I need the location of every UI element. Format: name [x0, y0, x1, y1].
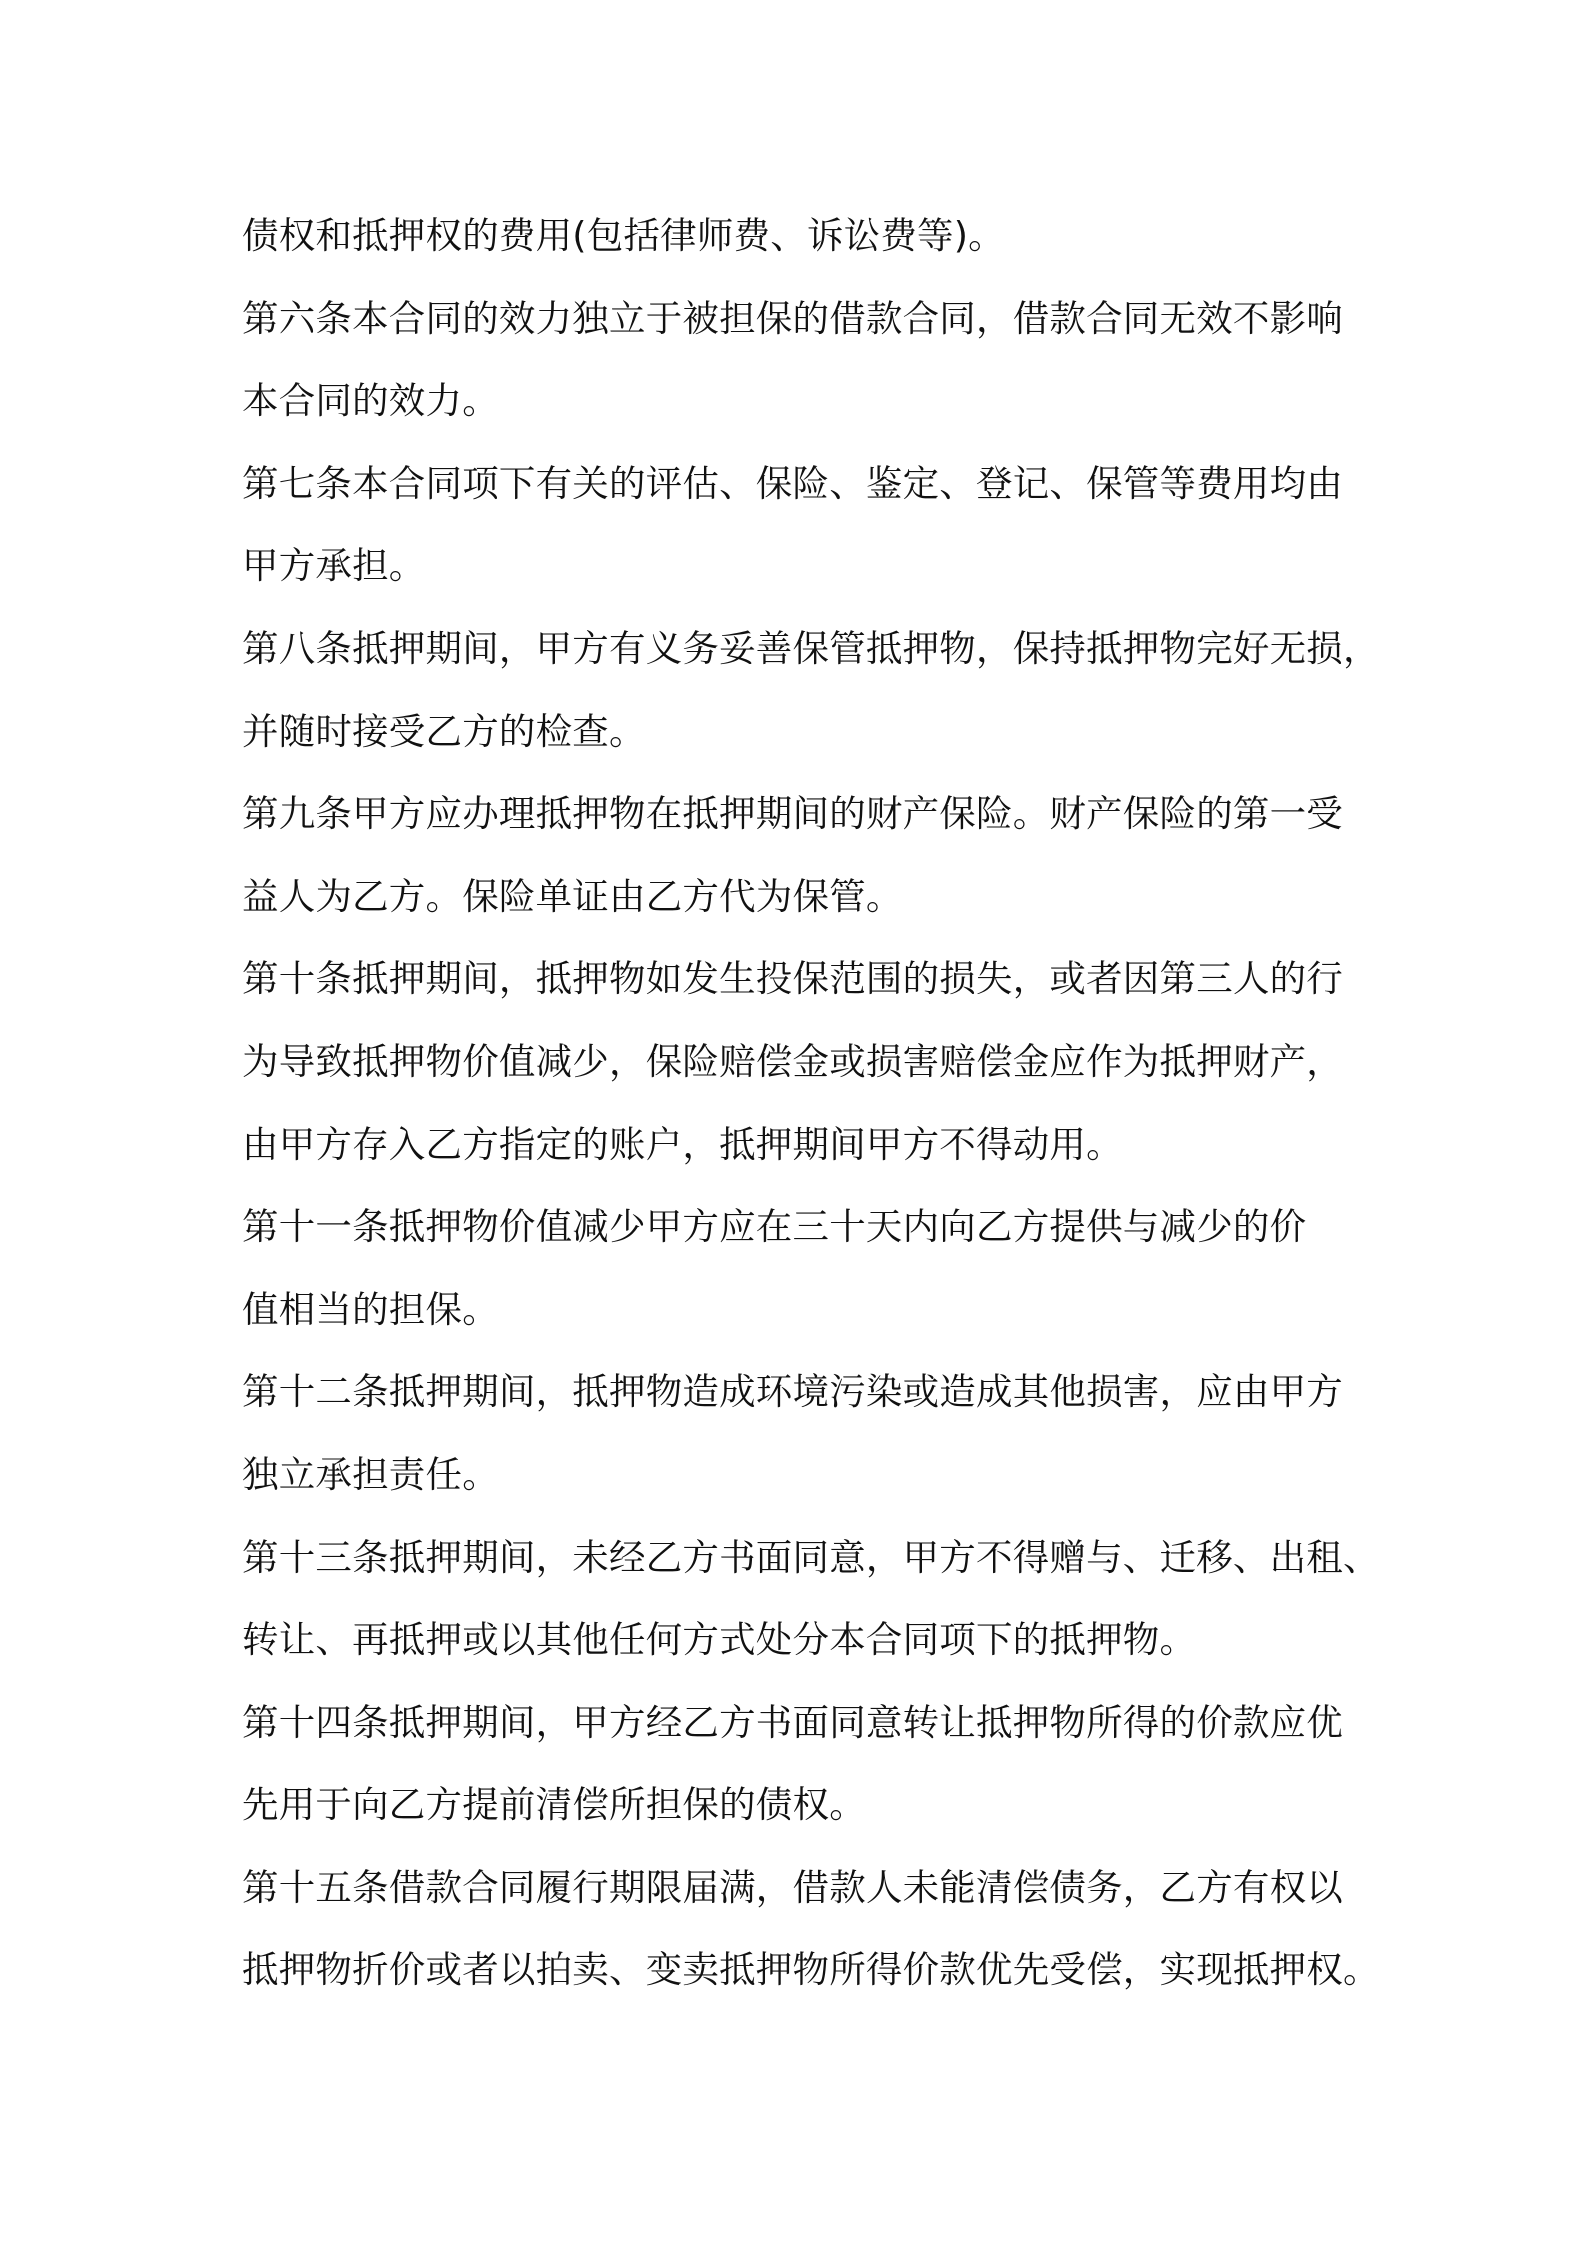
text-line: 第十条抵押期间，抵押物如发生投保范围的损失，或者因第三人的行	[242, 957, 1343, 1001]
text-line: 第十二条抵押期间，抵押物造成环境污染或造成其他损害，应由甲方	[242, 1370, 1343, 1414]
text-line: 债权和抵押权的费用(包括律师费、诉讼费等)。	[242, 214, 1005, 257]
text-line: 独立承担责任。	[242, 1452, 499, 1496]
document-body	[242, 195, 1380, 2012]
text-line: 本合同的效力。	[242, 379, 499, 423]
text-line: 由甲方存入乙方指定的账户，抵押期间甲方不得动用。	[242, 1122, 1123, 1166]
text-line: 先用于向乙方提前清偿所担保的债权。	[242, 1783, 866, 1827]
text-line: 第十一条抵押物价值减少甲方应在三十天内向乙方提供与减少的价	[242, 1205, 1307, 1249]
text-line: 益人为乙方。保险单证由乙方代为保管。	[242, 874, 903, 918]
text-line: 抵押物折价或者以拍卖、变卖抵押物所得价款优先受偿，实现抵押权。	[242, 1948, 1380, 1992]
text-line: 并随时接受乙方的检查。	[242, 709, 646, 753]
text-line: 第十五条借款合同履行期限届满，借款人未能清偿债务，乙方有权以	[242, 1865, 1343, 1909]
text-line: 第六条本合同的效力独立于被担保的借款合同，借款合同无效不影响	[242, 296, 1343, 340]
text-line: 第七条本合同项下有关的评估、保险、鉴定、登记、保管等费用均由	[242, 461, 1343, 505]
text-line: 第八条抵押期间，甲方有义务妥善保管抵押物，保持抵押物完好无损，	[242, 626, 1380, 670]
text-line: 第十四条抵押期间，甲方经乙方书面同意转让抵押物所得的价款应优	[242, 1700, 1343, 1744]
text-line: 甲方承担。	[242, 544, 426, 588]
text-line: 为导致抵押物价值减少，保险赔偿金或损害赔偿金应作为抵押财产，	[242, 1039, 1343, 1083]
text-line: 第十三条抵押期间，未经乙方书面同意，甲方不得赠与、迁移、出租、	[242, 1535, 1380, 1579]
text-line: 转让、再抵押或以其他任何方式处分本合同项下的抵押物。	[242, 1618, 1197, 1662]
text-line: 值相当的担保。	[242, 1287, 499, 1331]
text-line: 第九条甲方应办理抵押物在抵押期间的财产保险。财产保险的第一受	[242, 792, 1343, 836]
